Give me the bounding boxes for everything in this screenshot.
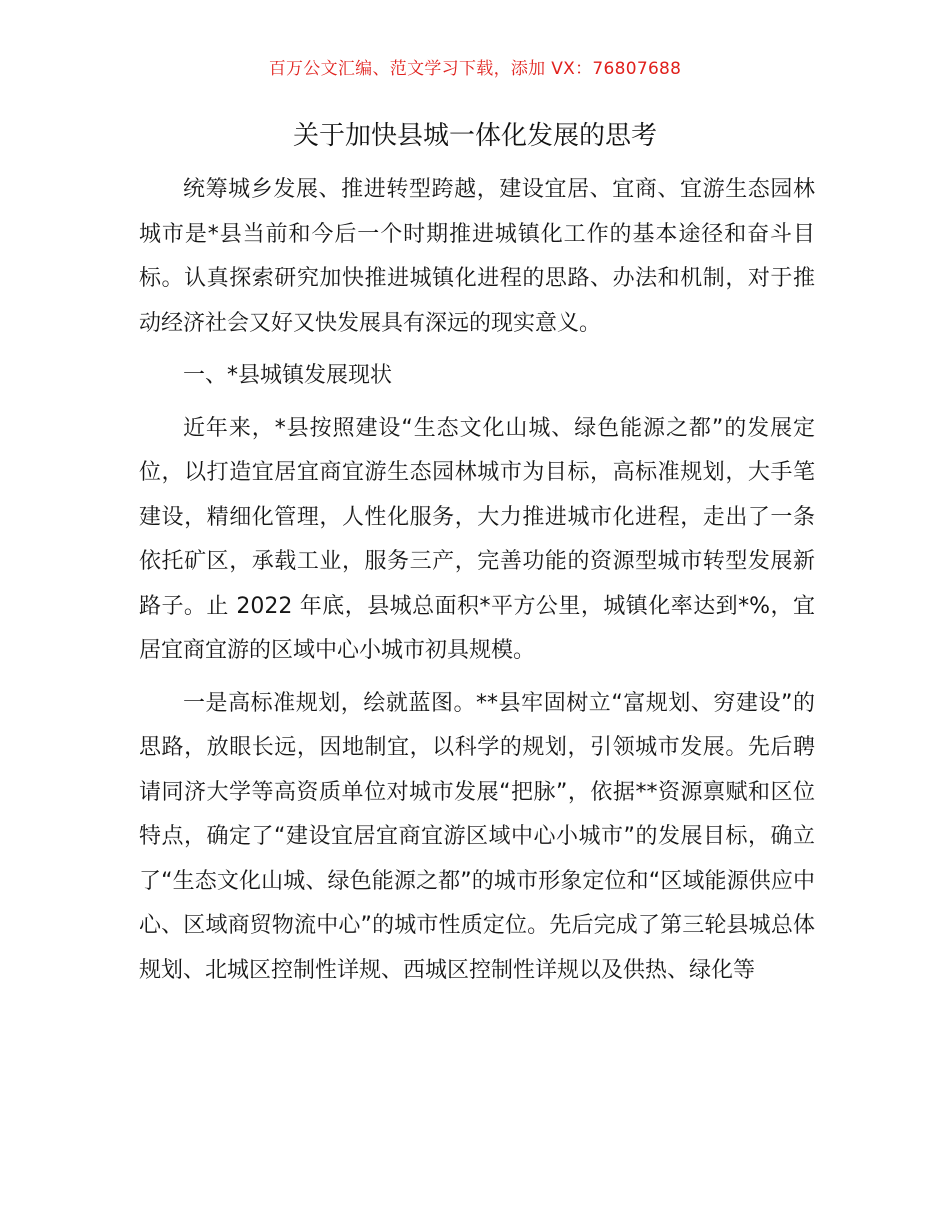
document-body bbox=[139, 168, 815, 993]
document-title: 关于加快县城一体化发展的思考 bbox=[292, 121, 657, 151]
paragraph-planning: 一是高标准规划，绘就蓝图。**县牢固树立“富规划、穷建设”的思路，放眼长远，因地制宜，以科学的规划，引领城市发展。先后聘请同济大学等高资质单位对城市发展“把脉”，依据**资源禀赋和区位特点，确定了“建设宜居宜商宜游区域中心小城市”的发展目标，确立了“生态文化山城、绿色能源之都”的城市形象定位和“区域能源供应中心、区域商贸物流中心”的城市性质定位。先后完成了第三轮县城总体规划、北城区控制性详规、西城区控制性详规以及供热、绿化等 bbox=[139, 690, 815, 983]
watermark-header: 百万公文汇编、范文学习下载，添加 VX：76807688 bbox=[268, 59, 682, 79]
paragraph-intro: 统筹城乡发展、推进转型跨越，建设宜居、宜商、宜游生态园林城市是*县当前和今后一个时期推进城镇化工作的基本途径和奋斗目标。认真探索研究加快推进城镇化进程的思路、办法和机制，对于推动经济社会又好又快发展具有深远的现实意义。 bbox=[139, 177, 815, 336]
section-heading-1: 一、*县城镇发展现状 bbox=[183, 363, 393, 388]
paragraph-status: 近年来，*县按照建设“生态文化山城、绿色能源之都”的发展定位，以打造宜居宜商宜游生态园林城市为目标，高标准规划，大手笔建设，精细化管理，人性化服务，大力推进城市化进程，走出了一条依托矿区，承载工业，服务三产，完善功能的资源型城市转型发展新路子。止 2022 年底，县城总面积*平方公里，城镇化率达到*%，宜居宜商宜游的区域中心小城市初具规模。 bbox=[139, 415, 815, 663]
paragraph-gap bbox=[139, 674, 815, 682]
paragraph-gap bbox=[139, 399, 815, 407]
